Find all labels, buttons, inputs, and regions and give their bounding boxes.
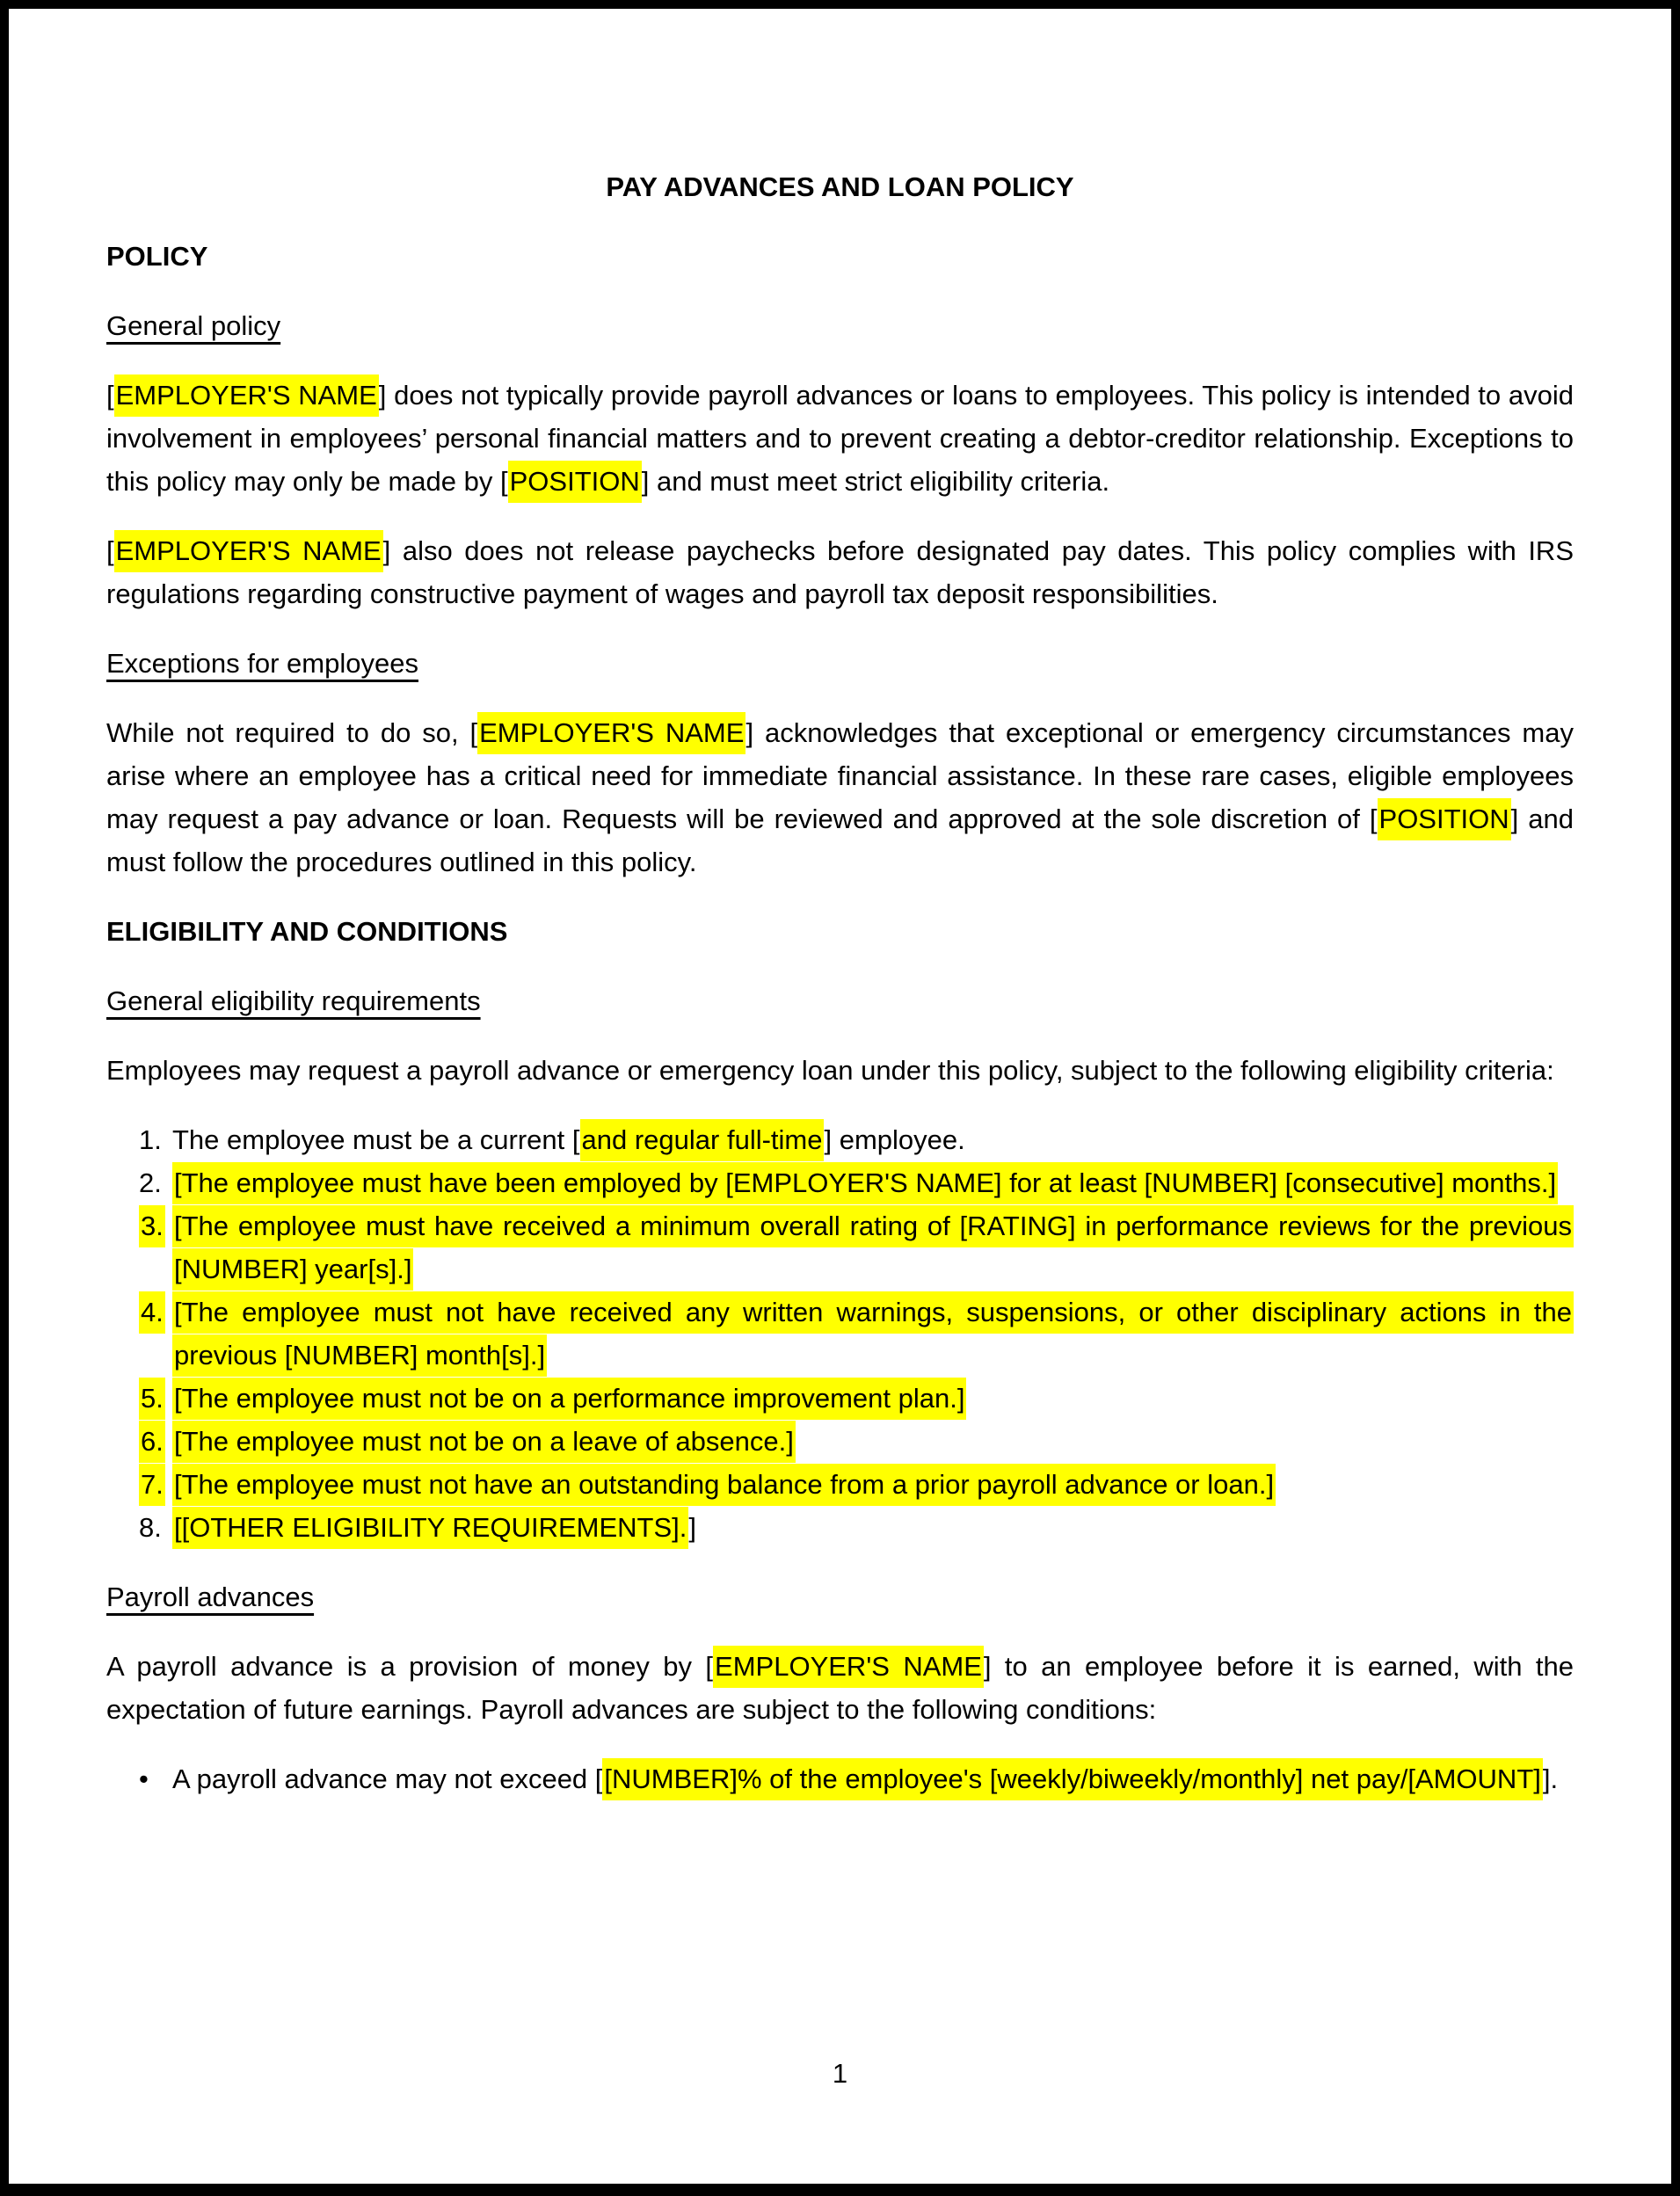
list-item-4-number: [106, 1291, 172, 1377]
highlighted-text: [[OTHER ELIGIBILITY REQUIREMENTS].: [172, 1507, 688, 1549]
list-item-7-text: [172, 1463, 1574, 1506]
highlighted-text: [The employee must have been employed by [EMPLOYER'S NAME] for at least [NUMBER] [consecutive] months.]: [172, 1162, 1558, 1204]
paragraph-general-policy-2: [106, 529, 1574, 615]
list-item-6-text: [172, 1420, 1574, 1463]
list-item-2: [106, 1161, 1574, 1204]
subheading-exceptions-for-employees: Exceptions for employees: [106, 648, 418, 679]
text-segment: Employees may request a payroll advance or emergency loan under this policy, subject to the following eligibility criteria:: [106, 1055, 1554, 1086]
subheading-payroll-advances: Payroll advances: [106, 1582, 315, 1612]
highlighted-text: and regular full-time: [580, 1119, 825, 1161]
list-item-1-text: [172, 1118, 1574, 1161]
list-item-3-number: [106, 1204, 172, 1291]
list-item-5-number: [106, 1377, 172, 1420]
highlighted-text: [The employee must not have received any written warnings, suspensions, or other disciplinary actions in the previous [NUMBER] month[s].]: [172, 1291, 1574, 1377]
highlighted-text: [The employee must not be on a leave of absence.]: [172, 1421, 796, 1463]
bullet-icon: •: [139, 1763, 149, 1794]
list-item-5: [106, 1377, 1574, 1420]
list-item-6-number: [106, 1420, 172, 1463]
section-heading-policy: POLICY: [106, 241, 208, 272]
text-segment: While not required to do so, [: [106, 717, 478, 748]
list-item-5-text: [172, 1377, 1574, 1420]
page-number: 1: [832, 2058, 848, 2089]
highlighted-text: EMPLOYER'S NAME: [114, 530, 383, 572]
highlighted-text: 6.: [139, 1421, 165, 1463]
payroll-advances-bullet-list: [106, 1757, 1574, 1800]
text-segment: ] to an employee before it is earned, with the expectation of future earnings. Payroll advances are subject to the following conditions:: [106, 1651, 1575, 1725]
list-item-2-number: [106, 1161, 172, 1204]
text-segment: A payroll advance is a provision of money by [: [106, 1651, 714, 1682]
text-segment: ] acknowledges that exceptional or emergency circumstances may arise where an employee has a critical need for immediate financial assistance. In these rare cases, eligible employees may request a pay advance or loan. Requests will be reviewed and approved at the sole discretion of [: [106, 717, 1574, 834]
paragraph-exceptions-1: [106, 711, 1574, 883]
highlighted-text: POSITION: [1378, 798, 1511, 840]
section-heading-eligibility-and-conditions: ELIGIBILITY AND CONDITIONS: [106, 916, 508, 947]
text-segment: [: [106, 380, 114, 411]
highlighted-text: EMPLOYER'S NAME: [713, 1646, 984, 1688]
highlighted-text: 3.: [139, 1205, 165, 1247]
text-segment: The employee must be a current [: [172, 1124, 580, 1155]
text-segment: ] also does not release paychecks before designated pay dates. This policy complies with IRS regulations regarding constructive payment of wages and payroll tax deposit responsibilities.: [106, 535, 1574, 609]
highlighted-text: [The employee must not be on a performance improvement plan.]: [172, 1378, 966, 1420]
highlighted-text: 4.: [139, 1291, 165, 1334]
text-segment: ] does not typically provide payroll advances or loans to employees. This policy is intended to avoid involvement in employees’ personal financial matters and to prevent creating a debtor-creditor relationship. Exceptions to this policy may only be made by [: [106, 380, 1575, 497]
list-item-8-text: [172, 1506, 1574, 1549]
text-segment: ] employee.: [824, 1124, 965, 1155]
text-segment: ] and must follow the procedures outlined in this policy.: [106, 804, 1574, 877]
paragraph-payroll-advances-intro: [106, 1645, 1574, 1731]
list-item-1-number: [106, 1118, 172, 1161]
list-item-8-number: [106, 1506, 172, 1549]
subheading-general-eligibility-requirements: General eligibility requirements: [106, 985, 481, 1016]
highlighted-text: [NUMBER]% of the employee's [weekly/biweekly/monthly] net pay/[AMOUNT]: [602, 1758, 1542, 1800]
text-segment: ] and must meet strict eligibility criteria.: [641, 466, 1110, 497]
text-segment: [: [106, 535, 114, 566]
text-segment: ].: [1542, 1763, 1559, 1794]
highlighted-text: [The employee must not have an outstanding balance from a prior payroll advance or loan.]: [172, 1464, 1276, 1506]
subheading-general-policy: General policy: [106, 310, 281, 341]
text-segment: A payroll advance may not exceed [: [172, 1763, 603, 1794]
highlighted-text: EMPLOYER'S NAME: [477, 712, 745, 754]
paragraph-eligibility-intro: [106, 1049, 1574, 1092]
text-segment: 1.: [139, 1124, 162, 1155]
bullet-item-1-text: [172, 1757, 1574, 1800]
list-item-4: [106, 1291, 1574, 1377]
list-item-8: [106, 1506, 1574, 1549]
list-item-2-text: [172, 1161, 1574, 1204]
eligibility-numbered-list: [106, 1118, 1574, 1549]
paragraph-general-policy-1: [106, 374, 1574, 503]
list-item-7-number: [106, 1463, 172, 1506]
highlighted-text: 7.: [139, 1464, 165, 1506]
highlighted-text: 5.: [139, 1378, 165, 1420]
list-item-3-text: [172, 1204, 1574, 1291]
text-segment: 8.: [139, 1512, 162, 1543]
list-item-1: [106, 1118, 1574, 1161]
highlighted-text: EMPLOYER'S NAME: [114, 374, 379, 417]
highlighted-text: [The employee must have received a minimum overall rating of [RATING] in performance reviews for the previous [NUMBER] year[s].]: [172, 1205, 1574, 1291]
list-item-4-text: [172, 1291, 1574, 1377]
document-title: PAY ADVANCES AND LOAN POLICY: [606, 171, 1074, 202]
highlighted-text: POSITION: [508, 461, 642, 503]
text-segment: 2.: [139, 1167, 162, 1198]
list-item-3: [106, 1204, 1574, 1291]
list-item-6: [106, 1420, 1574, 1463]
bullet-item-1: [106, 1757, 1574, 1800]
text-segment: ]: [688, 1512, 696, 1543]
list-item-7: [106, 1463, 1574, 1506]
